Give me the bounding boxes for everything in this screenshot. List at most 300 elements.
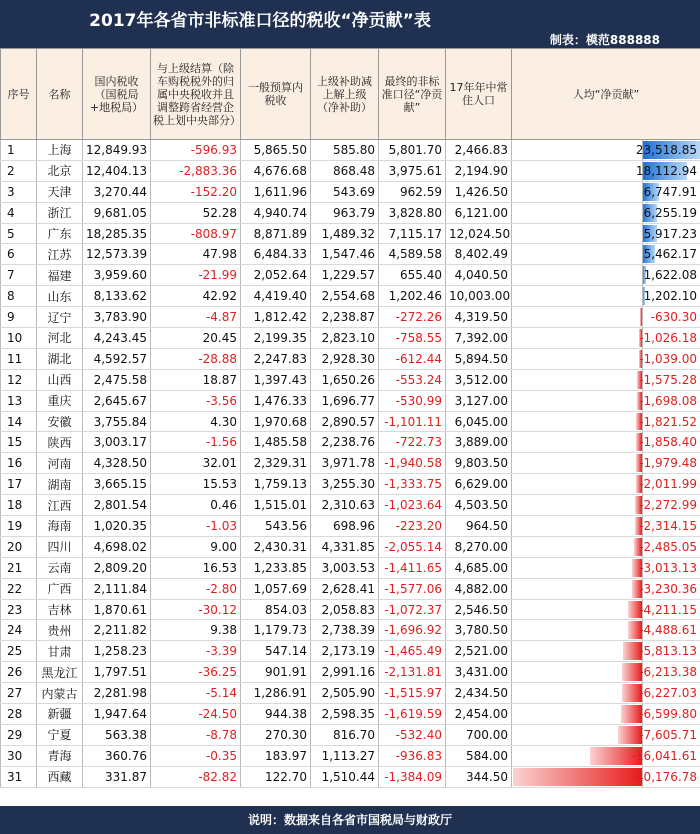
net-subsidy-cell: 1,113.27	[311, 745, 379, 766]
row-index: 29	[1, 724, 37, 745]
domestic-tax-cell: 3,003.17	[83, 432, 151, 453]
row-index: 4	[1, 202, 37, 223]
province-name: 新疆	[37, 704, 83, 725]
budget-tax-cell: 270.30	[241, 724, 311, 745]
table-row	[1, 244, 700, 265]
population-cell: 2,466.83	[446, 140, 512, 161]
per-capita-cell	[512, 536, 700, 557]
per-capita-cell	[512, 328, 700, 349]
budget-tax-cell: 1,233.85	[241, 557, 311, 578]
net-subsidy-cell: 4,331.85	[311, 536, 379, 557]
col-header-budget-tax: 一般预算内税收	[241, 49, 311, 140]
province-name: 重庆	[37, 390, 83, 411]
per-capita-cell	[512, 140, 700, 161]
table-row	[1, 683, 700, 704]
table-row	[1, 432, 700, 453]
net-subsidy-cell: 2,173.19	[311, 641, 379, 662]
domestic-tax-cell: 1,947.64	[83, 704, 151, 725]
per-capita-cell	[512, 265, 700, 286]
row-index: 3	[1, 181, 37, 202]
population-cell: 3,889.00	[446, 432, 512, 453]
budget-tax-cell: 2,247.83	[241, 348, 311, 369]
per-capita-value: 5,917.23	[643, 226, 697, 241]
net-contribution-cell: 3,828.80	[379, 202, 446, 223]
net-contribution-cell: 3,975.61	[379, 160, 446, 181]
domestic-tax-cell: 4,243.45	[83, 328, 151, 349]
settlement-cell: -2.80	[151, 578, 241, 599]
net-subsidy-cell: 2,554.68	[311, 286, 379, 307]
net-contribution-cell: -1,465.49	[379, 641, 446, 662]
province-name: 安徽	[37, 411, 83, 432]
net-subsidy-cell: 816.70	[311, 724, 379, 745]
budget-tax-cell: 1,476.33	[241, 390, 311, 411]
row-index: 7	[1, 265, 37, 286]
per-capita-value: -40,176.78	[631, 769, 697, 784]
net-contribution-cell: -722.73	[379, 432, 446, 453]
net-contribution-cell: -1,696.92	[379, 620, 446, 641]
domestic-tax-cell: 4,328.50	[83, 453, 151, 474]
net-contribution-cell: -532.40	[379, 724, 446, 745]
row-index: 21	[1, 557, 37, 578]
settlement-cell: -24.50	[151, 704, 241, 725]
title-bar	[0, 0, 700, 48]
page-title: 2017年各省市非标准口径的税收“净贡献”表	[89, 11, 431, 31]
row-index: 2	[1, 160, 37, 181]
net-contribution-cell: -1,023.64	[379, 495, 446, 516]
budget-tax-cell: 543.56	[241, 516, 311, 537]
domestic-tax-cell: 1,258.23	[83, 641, 151, 662]
net-contribution-cell: -530.99	[379, 390, 446, 411]
settlement-cell: -21.99	[151, 265, 241, 286]
net-contribution-cell: -1,101.11	[379, 411, 446, 432]
per-capita-value: -1,575.28	[639, 372, 697, 387]
per-capita-value: -2,011.99	[639, 477, 697, 492]
col-header-population: 17年年中常住人口	[446, 49, 512, 140]
row-index: 27	[1, 683, 37, 704]
budget-tax-cell: 2,430.31	[241, 536, 311, 557]
province-name: 云南	[37, 557, 83, 578]
net-subsidy-cell: 1,489.32	[311, 223, 379, 244]
per-capita-cell	[512, 724, 700, 745]
settlement-cell: -152.20	[151, 181, 241, 202]
per-capita-cell	[512, 662, 700, 683]
settlement-cell: 4.30	[151, 411, 241, 432]
population-cell: 4,040.50	[446, 265, 512, 286]
population-cell: 2,454.00	[446, 704, 512, 725]
col-header-per-capita: 人均“净贡献”	[512, 49, 700, 140]
per-capita-cell	[512, 516, 700, 537]
net-subsidy-cell: 868.48	[311, 160, 379, 181]
province-name: 甘肃	[37, 641, 83, 662]
population-cell: 3,431.00	[446, 662, 512, 683]
population-cell: 3,780.50	[446, 620, 512, 641]
population-cell: 10,003.00	[446, 286, 512, 307]
net-subsidy-cell: 1,650.26	[311, 369, 379, 390]
net-subsidy-cell: 2,890.57	[311, 411, 379, 432]
row-index: 6	[1, 244, 37, 265]
province-name: 宁夏	[37, 724, 83, 745]
net-subsidy-cell: 2,628.41	[311, 578, 379, 599]
settlement-cell: -3.56	[151, 390, 241, 411]
settlement-cell: 32.01	[151, 453, 241, 474]
net-subsidy-cell: 698.96	[311, 516, 379, 537]
settlement-cell: 9.00	[151, 536, 241, 557]
population-cell: 2,521.00	[446, 641, 512, 662]
per-capita-value: -6,599.80	[639, 706, 697, 721]
population-cell: 1,426.50	[446, 181, 512, 202]
row-index: 22	[1, 578, 37, 599]
row-index: 19	[1, 516, 37, 537]
province-name: 山西	[37, 369, 83, 390]
per-capita-cell	[512, 453, 700, 474]
population-cell: 7,392.00	[446, 328, 512, 349]
net-contribution-cell: -2,131.81	[379, 662, 446, 683]
domestic-tax-cell: 3,665.15	[83, 474, 151, 495]
population-cell: 964.50	[446, 516, 512, 537]
row-index: 20	[1, 536, 37, 557]
row-index: 12	[1, 369, 37, 390]
per-capita-value: -7,605.71	[639, 727, 697, 742]
net-subsidy-cell: 1,510.44	[311, 766, 379, 787]
row-index: 31	[1, 766, 37, 787]
budget-tax-cell: 854.03	[241, 599, 311, 620]
domestic-tax-cell: 2,475.58	[83, 369, 151, 390]
table-row	[1, 557, 700, 578]
table-row	[1, 286, 700, 307]
population-cell: 8,270.00	[446, 536, 512, 557]
province-name: 黑龙江	[37, 662, 83, 683]
population-cell: 12,024.50	[446, 223, 512, 244]
settlement-cell: -1.56	[151, 432, 241, 453]
domestic-tax-cell: 12,573.39	[83, 244, 151, 265]
row-index: 9	[1, 307, 37, 328]
table-row	[1, 160, 700, 181]
domestic-tax-cell: 2,809.20	[83, 557, 151, 578]
net-subsidy-cell: 543.69	[311, 181, 379, 202]
province-name: 天津	[37, 181, 83, 202]
per-capita-cell	[512, 390, 700, 411]
row-index: 28	[1, 704, 37, 725]
net-subsidy-cell: 2,928.30	[311, 348, 379, 369]
population-cell: 4,319.50	[446, 307, 512, 328]
table-row	[1, 578, 700, 599]
net-contribution-cell: 962.59	[379, 181, 446, 202]
footer-note: 说明：数据来自各省市国税局与财政厅	[0, 806, 700, 834]
province-name: 吉林	[37, 599, 83, 620]
table-row	[1, 766, 700, 787]
budget-tax-cell: 4,940.74	[241, 202, 311, 223]
zero-axis	[642, 307, 643, 327]
net-subsidy-cell: 3,971.78	[311, 453, 379, 474]
col-header-index: 序号	[1, 49, 37, 140]
net-subsidy-cell: 2,310.63	[311, 495, 379, 516]
budget-tax-cell: 8,871.89	[241, 223, 311, 244]
per-capita-cell	[512, 557, 700, 578]
province-name: 广东	[37, 223, 83, 244]
net-contribution-cell: -1,940.58	[379, 453, 446, 474]
per-capita-cell	[512, 348, 700, 369]
net-contribution-cell: -1,384.09	[379, 766, 446, 787]
net-subsidy-cell: 2,738.39	[311, 620, 379, 641]
table-row	[1, 495, 700, 516]
net-subsidy-cell: 2,238.87	[311, 307, 379, 328]
net-contribution-cell: 4,589.58	[379, 244, 446, 265]
domestic-tax-cell: 563.38	[83, 724, 151, 745]
per-capita-value: -6,227.03	[639, 686, 697, 701]
table-row	[1, 641, 700, 662]
col-header-name: 名称	[37, 49, 83, 140]
row-index: 25	[1, 641, 37, 662]
province-name: 海南	[37, 516, 83, 537]
row-index: 24	[1, 620, 37, 641]
row-index: 17	[1, 474, 37, 495]
settlement-cell: -4.87	[151, 307, 241, 328]
per-capita-value: 6,747.91	[643, 184, 697, 199]
population-cell: 700.00	[446, 724, 512, 745]
per-capita-value: -1,821.52	[639, 414, 697, 429]
table-row	[1, 620, 700, 641]
budget-tax-cell: 183.97	[241, 745, 311, 766]
row-index: 30	[1, 745, 37, 766]
province-name: 青海	[37, 745, 83, 766]
per-capita-cell	[512, 369, 700, 390]
province-name: 西藏	[37, 766, 83, 787]
tax-table	[0, 48, 700, 788]
budget-tax-cell: 5,865.50	[241, 140, 311, 161]
row-index: 16	[1, 453, 37, 474]
per-capita-value: -6,213.38	[639, 665, 697, 680]
net-subsidy-cell: 2,238.76	[311, 432, 379, 453]
table-row	[1, 453, 700, 474]
population-cell: 4,882.00	[446, 578, 512, 599]
table-row	[1, 390, 700, 411]
per-capita-cell	[512, 307, 700, 328]
settlement-cell: 20.45	[151, 328, 241, 349]
table-row	[1, 599, 700, 620]
population-cell: 3,512.00	[446, 369, 512, 390]
settlement-cell: 42.92	[151, 286, 241, 307]
per-capita-value: -4,211.15	[639, 602, 697, 617]
per-capita-cell	[512, 766, 700, 787]
settlement-cell: -808.97	[151, 223, 241, 244]
population-cell: 344.50	[446, 766, 512, 787]
settlement-cell: -596.93	[151, 140, 241, 161]
net-subsidy-cell: 1,696.77	[311, 390, 379, 411]
province-name: 四川	[37, 536, 83, 557]
population-cell: 584.00	[446, 745, 512, 766]
domestic-tax-cell: 1,020.35	[83, 516, 151, 537]
header-row	[1, 49, 700, 140]
row-index: 15	[1, 432, 37, 453]
table-row	[1, 662, 700, 683]
row-index: 26	[1, 662, 37, 683]
per-capita-value: -1,026.18	[639, 330, 697, 345]
per-capita-cell	[512, 181, 700, 202]
province-name: 广西	[37, 578, 83, 599]
per-capita-value: -2,314.15	[639, 518, 697, 533]
table-row	[1, 307, 700, 328]
population-cell: 6,629.00	[446, 474, 512, 495]
domestic-tax-cell: 2,645.67	[83, 390, 151, 411]
budget-tax-cell: 2,329.31	[241, 453, 311, 474]
per-capita-value: -1,858.40	[639, 435, 697, 450]
population-cell: 3,127.00	[446, 390, 512, 411]
per-capita-value: 5,462.17	[643, 247, 697, 262]
domestic-tax-cell: 1,870.61	[83, 599, 151, 620]
domestic-tax-cell: 9,681.05	[83, 202, 151, 223]
budget-tax-cell: 1,485.58	[241, 432, 311, 453]
budget-tax-cell: 901.91	[241, 662, 311, 683]
population-cell: 5,894.50	[446, 348, 512, 369]
per-capita-cell	[512, 578, 700, 599]
table-row	[1, 369, 700, 390]
table-row	[1, 745, 700, 766]
budget-tax-cell: 1,286.91	[241, 683, 311, 704]
settlement-cell: -82.82	[151, 766, 241, 787]
per-capita-cell	[512, 244, 700, 265]
province-name: 福建	[37, 265, 83, 286]
net-contribution-cell: -612.44	[379, 348, 446, 369]
net-contribution-cell: -1,411.65	[379, 557, 446, 578]
net-subsidy-cell: 3,003.53	[311, 557, 379, 578]
domestic-tax-cell: 3,783.90	[83, 307, 151, 328]
population-cell: 4,685.00	[446, 557, 512, 578]
province-name: 贵州	[37, 620, 83, 641]
settlement-cell: 18.87	[151, 369, 241, 390]
settlement-cell: -30.12	[151, 599, 241, 620]
net-contribution-cell: -1,072.37	[379, 599, 446, 620]
budget-tax-cell: 1,515.01	[241, 495, 311, 516]
net-subsidy-cell: 2,058.83	[311, 599, 379, 620]
net-contribution-cell: -1,333.75	[379, 474, 446, 495]
per-capita-value: -5,813.13	[639, 644, 697, 659]
settlement-cell: -28.88	[151, 348, 241, 369]
per-capita-cell	[512, 641, 700, 662]
net-contribution-cell: -1,577.06	[379, 578, 446, 599]
province-name: 江苏	[37, 244, 83, 265]
budget-tax-cell: 4,419.40	[241, 286, 311, 307]
table-row	[1, 140, 700, 161]
population-cell: 2,434.50	[446, 683, 512, 704]
budget-tax-cell: 944.38	[241, 704, 311, 725]
budget-tax-cell: 1,611.96	[241, 181, 311, 202]
budget-tax-cell: 2,052.64	[241, 265, 311, 286]
population-cell: 2,194.90	[446, 160, 512, 181]
settlement-cell: 9.38	[151, 620, 241, 641]
maker-credit: 制表：模范888888	[549, 33, 660, 47]
domestic-tax-cell: 331.87	[83, 766, 151, 787]
settlement-cell: 15.53	[151, 474, 241, 495]
net-contribution-cell: 655.40	[379, 265, 446, 286]
net-subsidy-cell: 2,991.16	[311, 662, 379, 683]
net-subsidy-cell: 2,823.10	[311, 328, 379, 349]
population-cell: 6,045.00	[446, 411, 512, 432]
settlement-cell: -1.03	[151, 516, 241, 537]
table-row	[1, 704, 700, 725]
budget-tax-cell: 1,179.73	[241, 620, 311, 641]
per-capita-value: -4,488.61	[639, 623, 697, 638]
budget-tax-cell: 6,484.33	[241, 244, 311, 265]
domestic-tax-cell: 360.76	[83, 745, 151, 766]
budget-tax-cell: 1,759.13	[241, 474, 311, 495]
net-contribution-cell: 1,202.46	[379, 286, 446, 307]
row-index: 23	[1, 599, 37, 620]
domestic-tax-cell: 2,801.54	[83, 495, 151, 516]
settlement-cell: 0.46	[151, 495, 241, 516]
net-contribution-cell: -223.20	[379, 516, 446, 537]
settlement-cell: -2,883.36	[151, 160, 241, 181]
per-capita-cell	[512, 432, 700, 453]
settlement-cell: -8.78	[151, 724, 241, 745]
per-capita-value: -1,698.08	[639, 393, 697, 408]
domestic-tax-cell: 2,211.82	[83, 620, 151, 641]
per-capita-value: -3,230.36	[639, 581, 697, 596]
row-index: 5	[1, 223, 37, 244]
table-row	[1, 265, 700, 286]
per-capita-bar	[513, 768, 642, 786]
table-row	[1, 474, 700, 495]
row-index: 11	[1, 348, 37, 369]
table-row	[1, 202, 700, 223]
table-row	[1, 536, 700, 557]
province-name: 浙江	[37, 202, 83, 223]
domestic-tax-cell: 4,698.02	[83, 536, 151, 557]
row-index: 8	[1, 286, 37, 307]
province-name: 江西	[37, 495, 83, 516]
per-capita-value: 18,112.94	[635, 163, 697, 178]
table-row	[1, 181, 700, 202]
net-contribution-cell: -2,055.14	[379, 536, 446, 557]
domestic-tax-cell: 2,281.98	[83, 683, 151, 704]
population-cell: 2,546.50	[446, 599, 512, 620]
per-capita-cell	[512, 704, 700, 725]
province-name: 河南	[37, 453, 83, 474]
settlement-cell: 16.53	[151, 557, 241, 578]
net-contribution-cell: -758.55	[379, 328, 446, 349]
row-index: 10	[1, 328, 37, 349]
settlement-cell: -0.35	[151, 745, 241, 766]
budget-tax-cell: 2,199.35	[241, 328, 311, 349]
table-row	[1, 348, 700, 369]
per-capita-value: -1,979.48	[639, 456, 697, 471]
settlement-cell: 47.98	[151, 244, 241, 265]
settlement-cell: -36.25	[151, 662, 241, 683]
net-subsidy-cell: 2,505.90	[311, 683, 379, 704]
per-capita-cell	[512, 745, 700, 766]
per-capita-cell	[512, 495, 700, 516]
col-header-net-subsidy: 上级补助减上解上级（净补助）	[311, 49, 379, 140]
net-contribution-cell: -553.24	[379, 369, 446, 390]
per-capita-cell	[512, 599, 700, 620]
per-capita-cell	[512, 160, 700, 181]
table-row	[1, 223, 700, 244]
per-capita-value: -2,272.99	[639, 498, 697, 513]
domestic-tax-cell: 3,270.44	[83, 181, 151, 202]
settlement-cell: -5.14	[151, 683, 241, 704]
per-capita-cell	[512, 286, 700, 307]
net-contribution-cell: -272.26	[379, 307, 446, 328]
net-contribution-cell: -1,515.97	[379, 683, 446, 704]
province-name: 湖北	[37, 348, 83, 369]
domestic-tax-cell: 3,755.84	[83, 411, 151, 432]
population-cell: 6,121.00	[446, 202, 512, 223]
settlement-cell: -3.39	[151, 641, 241, 662]
net-subsidy-cell: 3,255.30	[311, 474, 379, 495]
per-capita-cell	[512, 223, 700, 244]
net-subsidy-cell: 1,229.57	[311, 265, 379, 286]
col-header-settlement: 与上级结算（除车购税税外的归属中央税收并且调整跨省经营企税上划中央部分）	[151, 49, 241, 140]
per-capita-cell	[512, 202, 700, 223]
